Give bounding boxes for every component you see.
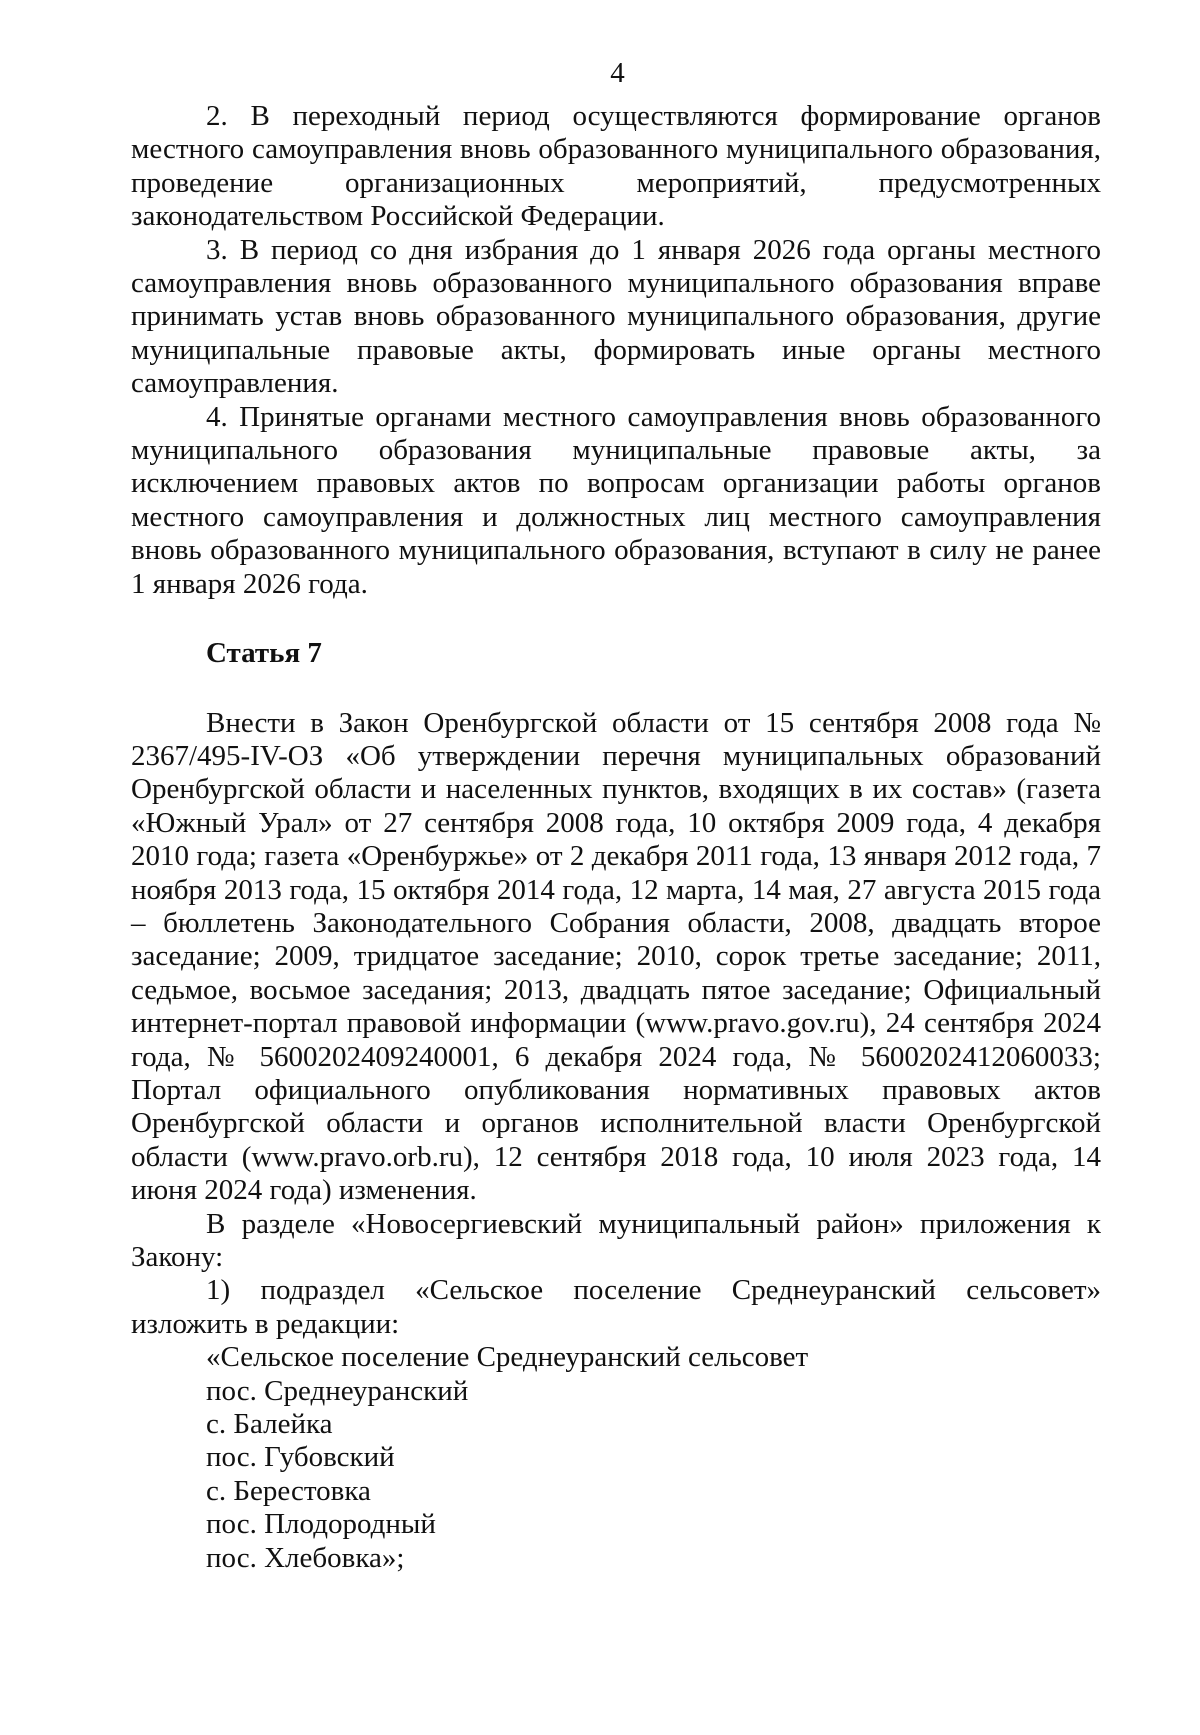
settlement-list [131,1341,1101,1575]
article-7-amendment-paragraph: Внести в Закон Оренбургской области от 15 сентября 2008 года № 2367/495-IV-ОЗ «Об утверждении перечня муниципальных образований Оренбургской области и населенных пунктов, входящих в их состав» (газета «Южный Урал» от 27 сентября 2008 года, 10 октября 2009 года, 4 декабря 2010 года; газета «Оренбуржье» от 2 декабря 2011 года, 13 января 2012 года, 7 ноября 2013 года, 15 октября 2014 года, 12 марта, 14 мая, 27 августа 2015 года – бюллетень Законодательного Собрания области, 2008, двадцать второе заседание; 2009, тридцатое заседание; 2010, сорок третье заседание; 2011, седьмое, восьмое заседания; 2013, двадцать пятое заседание; Официальный интернет-портал правовой информации (www.pravo.gov.ru), 24 сентября 2024 года, № 5600202409240001, 6 декабря 2024 года, № 5600202412060033; Портал официального опубликования нормативных правовых актов Оренбургской области и органов исполнительной власти Оренбургской области (www.pravo.orb.ru), 12 сентября 2018 года, 10 июля 2023 года, 14 июня 2024 года) изменения. [131,706,1101,1207]
article-heading: Статья 7 [206,637,322,670]
paragraph-4: 4. Принятые органами местного самоуправления вновь образованного муниципального образования муниципальные правовые акты, за исключением правовых актов по вопросам организации работы органов местного самоуправления и должностных лиц местного самоуправления вновь образованного муниципального образования, вступают в силу не ранее 1 января 2026 года. [131,400,1101,600]
list-item: пос. Хлебовка»; [206,1541,405,1574]
paragraph-3: 3. В период со дня избрания до 1 января 2026 года органы местного самоуправления вновь образованного муниципального образования вправе принимать устав вновь образованного муниципального образования, другие муниципальные правовые акты, формировать иные органы местного самоуправления. [131,233,1101,400]
article-heading-block [131,637,1101,670]
list-item: пос. Среднеуранский [206,1374,469,1407]
list-item: пос. Плодородный [206,1508,436,1541]
document-body [131,100,1101,1575]
article-7-section-paragraph: В разделе «Новосергиевский муниципальный район» приложения к Закону: [131,1207,1101,1273]
list-item: пос. Губовский [206,1441,395,1474]
list-item: «Сельское поселение Среднеуранский сельсовет [206,1341,809,1374]
list-item: с. Балейка [206,1408,333,1441]
list-item: с. Берестовка [206,1474,371,1507]
article-7-subsection-paragraph: 1) подраздел «Сельское поселение Среднеуранский сельсовет» изложить в редакции: [131,1274,1101,1340]
paragraph-2: 2. В переходный период осуществляются формирование органов местного самоуправления вновь образованного муниципального образования, проведение организационных мероприятий, предусмотренных законодательством Российской Федерации. [131,100,1101,233]
page-number: 4 [610,57,625,89]
